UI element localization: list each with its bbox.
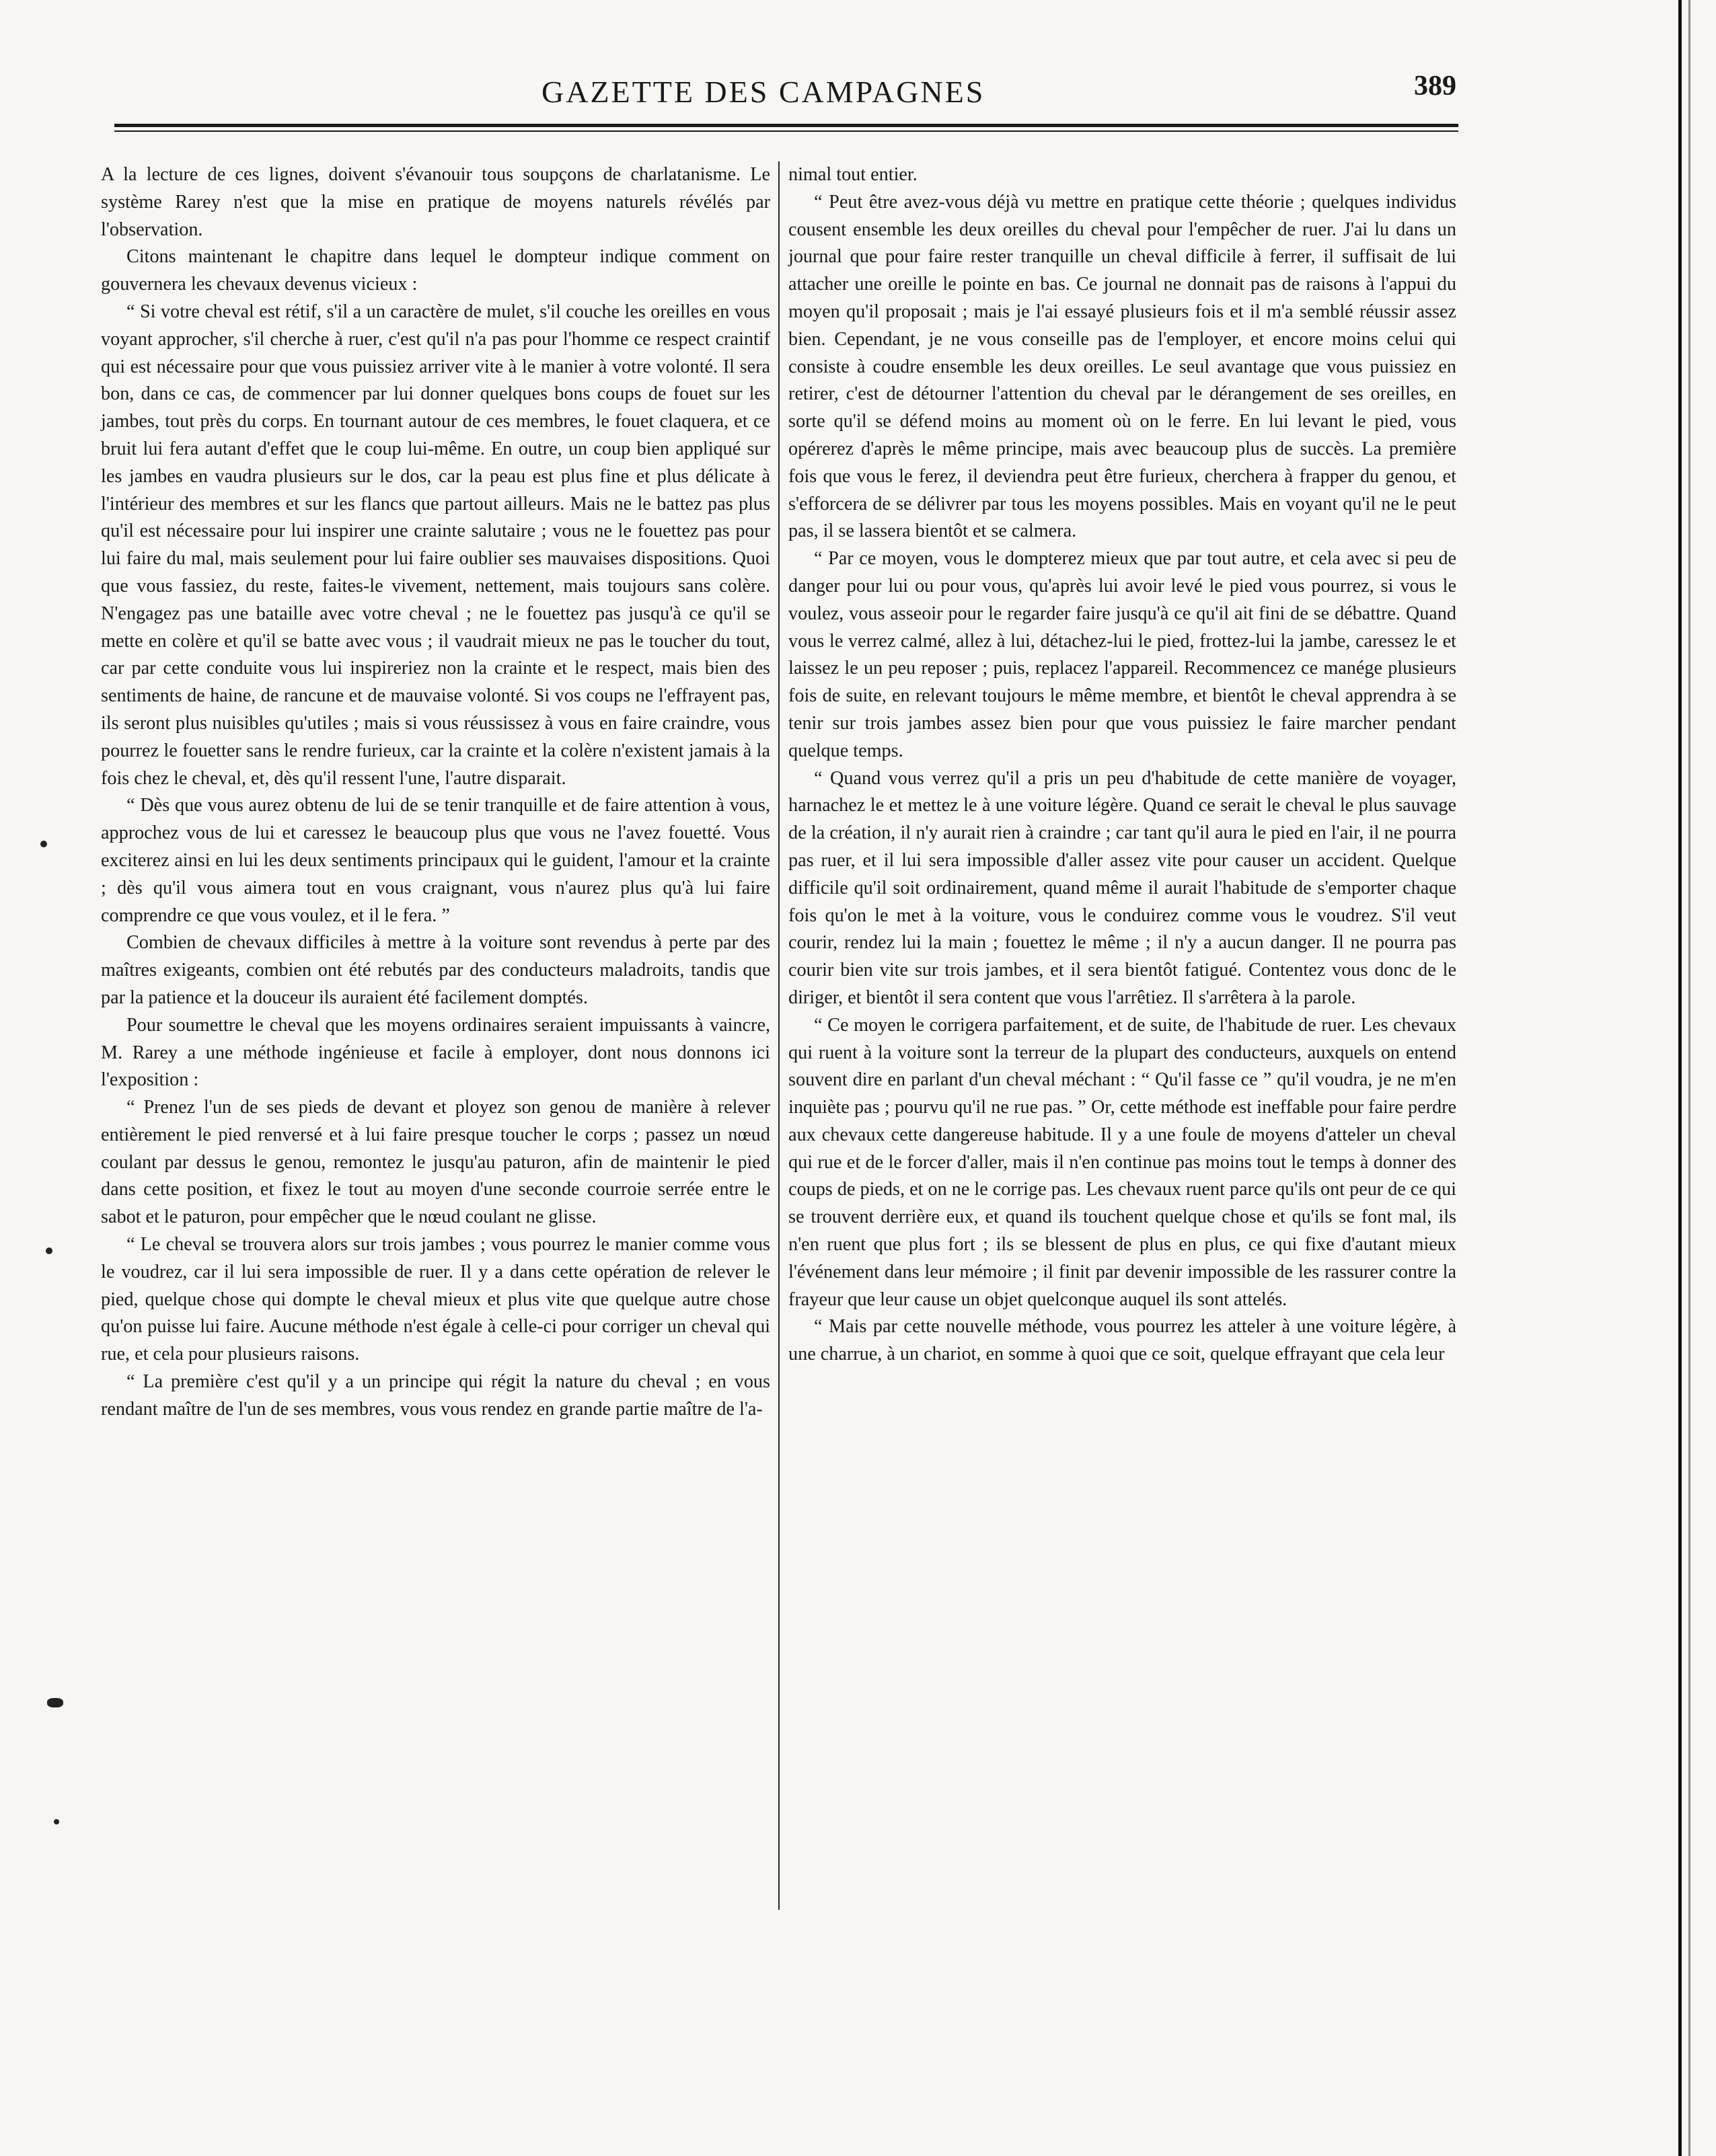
publication-title: GAZETTE DES CAMPAGNES <box>542 75 985 109</box>
right-column <box>788 161 1456 1369</box>
column-divider <box>778 161 780 1910</box>
paragraph: “ Le cheval se trouvera alors sur trois jambes ; vous pourrez le manier comme vous le voudrez, car il lui sera impossible de ruer. Il y a dans cette opération de relever le pied, quelque chose qui dompte le cheval mieux et plus vite que quelque autre chose qu'on puisse lui faire. Aucune méthode n'est égale à celle-ci pour corriger un cheval qui rue, et cela pour plusieurs raisons. <box>101 1234 770 1365</box>
margin-speck <box>47 1698 63 1707</box>
running-header <box>118 67 1456 121</box>
margin-speck <box>40 841 47 847</box>
paragraph: “ Peut être avez-vous déjà vu mettre en pratique cette théorie ; quelques individus cousent ensemble les deux oreilles du cheval pour l'empêcher de ruer. J'ai lu dans un journal que pour faire rester tranquille un cheval difficile à ferrer, il suffisait de lui attacher une oreille le pointe en bas. Ce journal ne donnait pas de raisons à l'appui du moyen qu'il proposait ; mais je l'ai essayé plusieurs fois et il m'a semblé réussir assez bien. Cependant, je ne vous conseille pas de l'employer, et encore moins celui qui consiste à coudre ensemble les deux oreilles. Le seul avantage que vous puissiez en retirer, c'est de détourner l'attention du cheval par le dérangement de ses oreilles, en sorte qu'il se défend moins au moment où on le ferre. En lui levant le pied, vous opérerez d'après le même principe, mais avec beaucoup plus de succès. La première fois que vous le ferez, il deviendra peut être furieux, cherchera à frapper du genou, et s'efforcera de se délivrer par tous les moyens possibles. Mais en voyant qu'il ne le peut pas, il se lassera bientôt et se calmera. <box>788 191 1456 542</box>
paragraph: Citons maintenant le chapitre dans lequel le dompteur indique comment on gouvernera les chevaux devenus vicieux : <box>101 246 770 295</box>
paragraph: “ Par ce moyen, vous le dompterez mieux que par tout autre, et cela avec si peu de danger pour lui ou pour vous, qu'après lui avoir levé le pied vous pourrez, si vous le voulez, vous asseoir pour le regarder faire jusqu'à ce qu'il ait fini de se débattre. Quand vous le verrez calmé, allez à lui, détachez-lui le pied, frottez-lui la jambe, caressez le et laissez le un peu reposer ; puis, replacez l'appareil. Recommencez ce manége plusieurs fois de suite, en relevant toujours le même membre, et bientôt le cheval apprendra à se tenir sur trois jambes assez bien pour que vous puissiez le faire marcher pendant quelque temps. <box>788 548 1456 761</box>
margin-speck <box>46 1247 52 1254</box>
paragraph: “ Ce moyen le corrigera parfaitement, et de suite, de l'habitude de ruer. Les chevaux qui ruent à la voiture sont la terreur de la plupart des conducteurs, auxquels on entend souvent dire en parlant d'un cheval méchant : “ Qu'il fasse ce ” qu'il voudra, je ne m'en inquiète pas ; pourvu qu'il ne rue pas. ” Or, cette méthode est ineffable pour faire perdre aux chevaux cette dangereuse habitude. Il y a une foule de moyens d'atteler un cheval qui rue et de le forcer d'aller, mais il n'en continue pas moins tout le temps à donner des coups de pieds, et on ne le corrige pas. Les chevaux ruent parce qu'ils ont peur de ce qui se trouvent derrière eux, et quand ils touchent quelque chose et qu'ils se font mal, ils n'en ruent que plus fort ; ils se blessent de plus en plus, ce qui fixe d'autant mieux l'événement dans leur mémoire ; il finit par devenir impossible de les rassurer contre la frayeur que leur cause un objet quelconque auquel ils sont attelés. <box>788 1014 1456 1310</box>
paragraph: “ Dès que vous aurez obtenu de lui de se tenir tranquille et de faire attention à vous, approchez vous de lui et caressez le beaucoup plus que vous ne l'avez fouetté. Vous exciterez ainsi en lui les deux sentiments principaux qui le guident, l'amour et la crainte ; dès qu'il vous aimera tout en vous craignant, vous n'aurez plus qu'à lui faire comprendre ce que vous voulez, et il le fera. ” <box>101 795 770 926</box>
paragraph: “ Mais par cette nouvelle méthode, vous pourrez les atteler à une voiture légère, à une charrue, à un chariot, en somme à quoi que ce soit, quelque effrayant que cela leur <box>788 1316 1456 1365</box>
paragraph: “ Si votre cheval est rétif, s'il a un caractère de mulet, s'il couche les oreilles en vous voyant approcher, s'il cherche à ruer, c'est qu'il n'a pas pour l'homme ce respect craintif qui est nécessaire pour que vous puissiez arriver vite à le manier à votre volonté. Il sera bon, dans ce cas, de commencer par lui donner quelques bons coups de fouet sur les jambes, tout près du corps. En tournant autour de ces membres, le fouet claquera, et ce bruit lui fera autant d'effet que le coup lui-même. En outre, un coup bien appliqué sur les jambes en vaudra plusieurs sur le dos, car la peau est plus fine et plus délicate à l'intérieur des membres et sur les flancs que partout ailleurs. Mais ne le battez pas plus qu'il est nécessaire pour lui inspirer une crainte salutaire ; vous ne le fouettez pas pour lui faire du mal, mais seulement pour lui faire oublier ses mauvaises dispositions. Quoi que vous fassiez, du reste, faites-le vivement, nettement, mais toujours sans colère. N'engagez pas une bataille avec votre cheval ; ne le fouettez pas jusqu'à ce qu'il se mette en colère et qu'il se batte avec vous ; il vaudrait mieux ne pas le toucher du tout, car par cette conduite vous lui inspireriez non la crainte et le respect, mais bien des sentiments de haine, de rancune et de mauvaise volonté. Si vos coups ne l'effrayent pas, ils seront plus nuisibles qu'utiles ; mais si vous réussissez à vous en faire craindre, vous pourrez le fouetter sans le rendre furieux, car la crainte et la colère n'existent jamais à la fois chez le cheval, et, dès qu'il ressent l'une, l'autre disparait. <box>101 301 770 789</box>
left-column <box>101 161 770 1424</box>
paragraph: A la lecture de ces lignes, doivent s'évanouir tous soupçons de charlatanisme. Le système Rarey n'est que la mise en pratique de moyens naturels révélés par l'observation. <box>101 164 770 240</box>
paragraph: “ Quand vous verrez qu'il a pris un peu d'habitude de cette manière de voyager, harnachez le et mettez le à une voiture légère. Quand ce serait le cheval le plus sauvage de la création, il n'y aurait rien à craindre ; car tant qu'il aura le pied en l'air, il ne pourra pas ruer, et il lui sera impossible d'aller assez vite pour causer un accident. Quelque difficile qu'il soit ordinairement, quand même il aurait l'habitude de s'emporter chaque fois qu'on le met à la voiture, vous le conduirez comme vous le voudrez. S'il veut courir, rendez lui la main ; fouettez le même ; il n'y a aucun danger. Il ne pourra pas courir bien vite sur trois jambes, et il sera bientôt fatigué. Contentez vous donc de le diriger, et bientôt il sera content que vous l'arrêtiez. Il s'arrêtera à la parole. <box>788 767 1456 1008</box>
paragraph: Combien de chevaux difficiles à mettre à la voiture sont revendus à perte par des maîtres exigeants, combien ont été rebutés par des conducteurs maladroits, tandis que par la patience et la douceur ils auraient été facilement domptés. <box>101 932 770 1008</box>
page-number: 389 <box>1414 71 1456 102</box>
margin-speck <box>54 1819 59 1824</box>
paragraph: “ Prenez l'un de ses pieds de devant et ployez son genou de manière à relever entièrement le pied renversé et à lui faire presque toucher le corps ; passez un nœud coulant par dessus le genou, remontez le jusqu'au paturon, afin de maintenir le pied dans cette position, et fixez le tout au moyen d'une seconde courroie serrée entre le sabot et le paturon, pour empêcher que le nœud coulant ne glisse. <box>101 1097 770 1228</box>
header-rule-thick <box>114 124 1458 127</box>
scan-edge-line <box>1678 0 1682 2156</box>
scan-edge-shadow <box>1688 0 1690 2156</box>
paragraph: nimal tout entier. <box>788 164 918 185</box>
paragraph: Pour soumettre le cheval que les moyens ordinaires seraient impuissants à vaincre, M. Rarey a une méthode ingénieuse et facile à employer, dont nous donnons ici l'exposition : <box>101 1014 770 1091</box>
header-rule-thin <box>114 130 1458 132</box>
paragraph: “ La première c'est qu'il y a un principe qui régit la nature du cheval ; en vous rendant maître de l'un de ses membres, vous vous rendez en grande partie maître de l'a- <box>101 1371 770 1420</box>
